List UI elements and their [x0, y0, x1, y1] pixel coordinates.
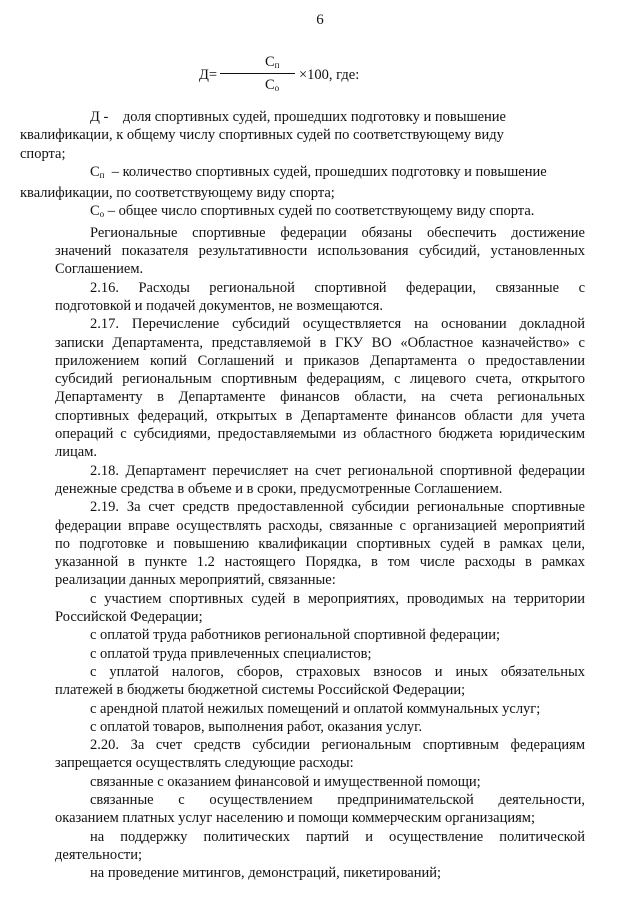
paragraph [55, 279, 585, 316]
paragraph [55, 590, 585, 627]
text-line: реализации данных мероприятий, связанные: [55, 572, 336, 589]
definition-d: Д - доля спортивных судей, прошедших подготовку и повышение квалификации, к общему числу спортивных судей по соответствующему виду спорта; [20, 109, 506, 162]
paragraph [55, 498, 585, 589]
fraction-bar [220, 73, 295, 74]
text-line: спортивных федераций, открытых в Департаменте финансов области для учета [55, 407, 585, 424]
text-line: оказанием платных услуг населению и помощи коммерческим организациям; [55, 810, 535, 827]
formula-rhs: ×100, где: [299, 67, 360, 83]
text-line: приложением копий Соглашений и приказов Департамента о предоставлении [55, 352, 585, 369]
text-line: Российской Федерации; [55, 609, 203, 626]
text-line: 2.19. За счет средств предоставленной субсидии региональные спортивные [90, 499, 585, 516]
text-line: лицам. [55, 444, 97, 461]
page-number: 6 [316, 12, 324, 28]
text-line: связанные с осуществлением предпринимательской деятельности, [90, 791, 585, 808]
text-line: Департаменту в Департаменте финансов области, на счета региональных [55, 389, 585, 406]
paragraph [55, 645, 585, 663]
text-line: субсидий региональным спортивным федерациям, с лицевого счета, открытого [55, 371, 585, 388]
text-line: 2.20. За счет средств субсидии региональным спортивным федерациям [90, 737, 585, 754]
text-line: с оплатой труда работников региональной спортивной федерации; [90, 627, 501, 644]
paragraph [55, 791, 585, 828]
paragraph [55, 224, 585, 279]
text-line: федерации вправе осуществлять расходы, связанные с организацией мероприятий [55, 517, 585, 534]
paragraph [55, 626, 585, 644]
definition-co: $С_о$ – общее число спортивных судей по соответствующему виду спорта. [90, 203, 535, 220]
document-body [20, 108, 585, 882]
paragraph [55, 736, 585, 773]
text-line: по подготовке и повышению квалификации спортивных судей в рамках цели, [55, 535, 585, 552]
paragraph [55, 864, 585, 882]
paragraphs [55, 224, 585, 883]
text-line: операций с субсидиями, предоставляемыми из областного бюджета юридическим [55, 426, 585, 443]
text-line: Региональные спортивные федерации обязаны обеспечить достижение [90, 224, 585, 241]
text-line: подготовкой и подачей документов, не возмещаются. [55, 297, 383, 314]
paragraph [55, 718, 585, 736]
text-line: платежей в бюджеты бюджетной системы Российской Федерации; [55, 682, 466, 699]
text-line: связанные с оказанием финансовой и имущественной помощи; [90, 773, 481, 790]
text-line: запрещается осуществлять следующие расходы: [55, 755, 354, 772]
text-line: указанной в пункте 1.2 настоящего Порядка, в том числе расходы в рамках [55, 554, 585, 571]
text-line: с оплатой труда привлеченных специалистов; [90, 645, 372, 662]
text-line: Соглашением. [55, 261, 144, 278]
text-line: с уплатой налогов, сборов, страховых взносов и иных обязательных [90, 663, 585, 680]
text-line: 2.17. Перечисление субсидий осуществляется на основании докладной [90, 316, 585, 333]
formula-numerator: $С_п$ [265, 54, 280, 70]
text-line: 2.18. Департамент перечисляет на счет региональной спортивной федерации [90, 462, 585, 479]
paragraph [55, 462, 585, 499]
paragraph [55, 663, 585, 700]
text-line: денежные средства в объеме и в сроки, предусмотренные Соглашением. [55, 480, 503, 497]
definition-cp: $С_п$ – количество спортивных судей, прошедших подготовку и повышение квалификации, по соответствующему виду спорта; [20, 163, 547, 202]
text-line: с участием спортивных судей в мероприятиях, проводимых на территории [90, 590, 585, 607]
text-line: деятельности; [55, 846, 143, 863]
text-line: записки Департамента, представляемой в ГКУ ВО «Областное казначейство» с [55, 334, 585, 351]
text-line: 2.16. Расходы региональной спортивной федерации, связанные с [90, 279, 585, 296]
paragraph [55, 828, 585, 865]
paragraph [55, 700, 585, 718]
paragraph [55, 315, 585, 461]
text-line: на проведение митингов, демонстраций, пикетирований; [90, 865, 442, 882]
text-line: на поддержку политических партий и осуществление политической [90, 828, 585, 845]
text-line: значений показателя результативности использования субсидий, установленных [55, 243, 585, 260]
formula-lhs: Д= [199, 67, 218, 83]
paragraph [55, 773, 585, 791]
text-line: с оплатой товаров, выполнения работ, оказания услуг. [90, 718, 423, 735]
formula-denominator: $С_о$ [265, 77, 280, 93]
text-line: с арендной платой нежилых помещений и оплатой коммунальных услуг; [90, 700, 541, 717]
